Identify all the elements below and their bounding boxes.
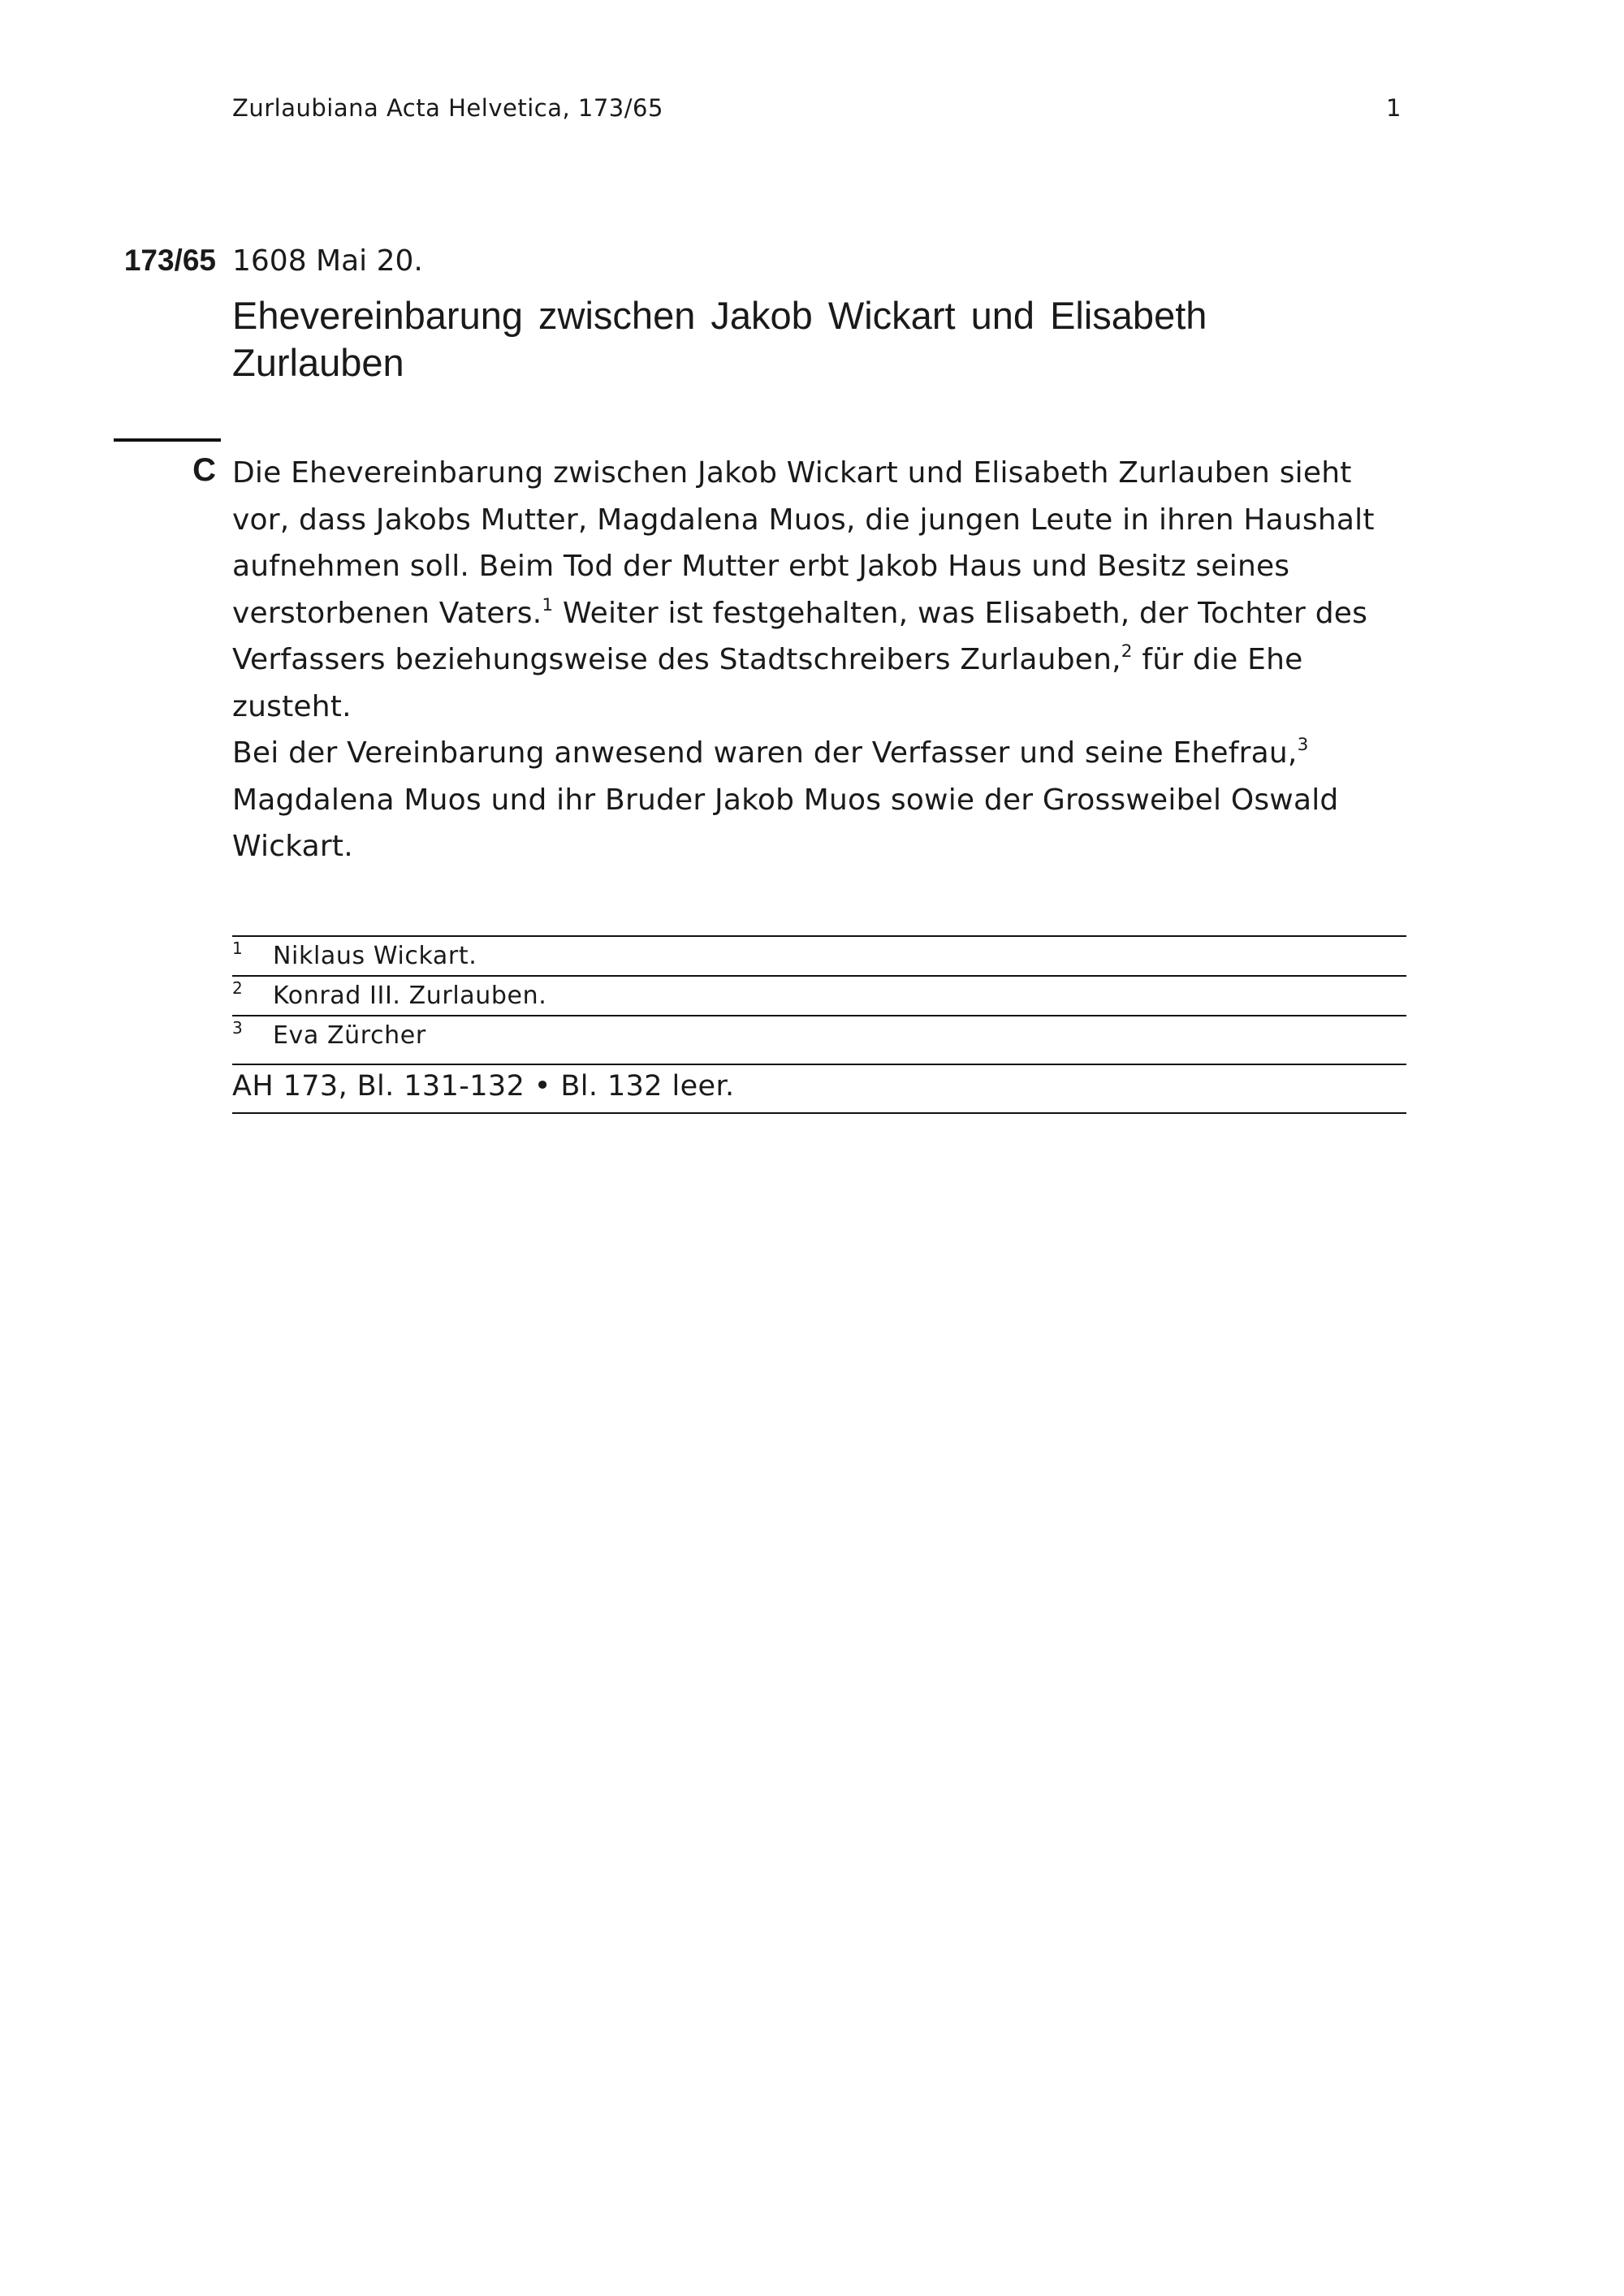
footnote-number: 2 (232, 978, 243, 998)
document-date: 1608 Mai 20. (232, 244, 423, 278)
footnote-text: Konrad III. Zurlauben. (273, 982, 547, 1010)
abstract-text: Magdalena Muos und ihr Bruder Jakob Muos sowie der Grossweibel Oswald Wickart. (232, 783, 1339, 863)
abstract-paragraph (232, 730, 1402, 870)
abstract-text: Die Ehevereinbarung zwischen Jakob Wickart und Elisabeth Zurlauben sieht vor, dass Jakobs Mutter, Magdalena Muos, die jungen Leute in ihren Haushalt aufnehmen soll. Beim Tod der Mutter erbt Jakob Haus und Besitz seines verstorbenen Vaters. (232, 456, 1375, 630)
abstract-text: Weiter ist festgehalten, was Elisabeth, der Tochter des Verfassers beziehungsweise des Stadtschreibers Zurlauben, (232, 596, 1368, 676)
source-reference (232, 1064, 1406, 1114)
section-marker: C (192, 452, 216, 488)
source-text: AH 173, Bl. 131-132 • Bl. 132 leer. (232, 1070, 735, 1103)
abstract-text: Bei der Vereinbarung anwesend waren der Verfasser und seine Ehefrau, (232, 736, 1298, 770)
footnotes (232, 935, 1406, 1114)
document-number: 173/65 (123, 244, 216, 277)
footnote (232, 935, 1406, 975)
running-title: Zurlaubiana Acta Helvetica, 173/65 (232, 94, 663, 122)
page-number: 1 (1386, 94, 1402, 122)
footnote-ref: 3 (1297, 734, 1309, 755)
margin-rule (114, 438, 221, 442)
running-header (232, 94, 1402, 127)
footnote-text: Eva Zürcher (273, 1021, 426, 1050)
abstract (232, 450, 1402, 870)
footnote (232, 1015, 1406, 1064)
footnote-text: Niklaus Wickart. (273, 942, 477, 970)
abstract-paragraph (232, 450, 1402, 730)
document-title: Ehevereinbarung zwischen Jakob Wickart und Elisabeth Zurlauben (232, 294, 1207, 384)
footnote-number: 1 (232, 939, 243, 958)
footnote-number: 3 (232, 1018, 243, 1038)
abstract-text: für die Ehe zusteht. (232, 643, 1303, 723)
footnote (232, 975, 1406, 1015)
footnote-ref: 1 (542, 594, 554, 615)
footnote-ref: 2 (1121, 641, 1133, 662)
